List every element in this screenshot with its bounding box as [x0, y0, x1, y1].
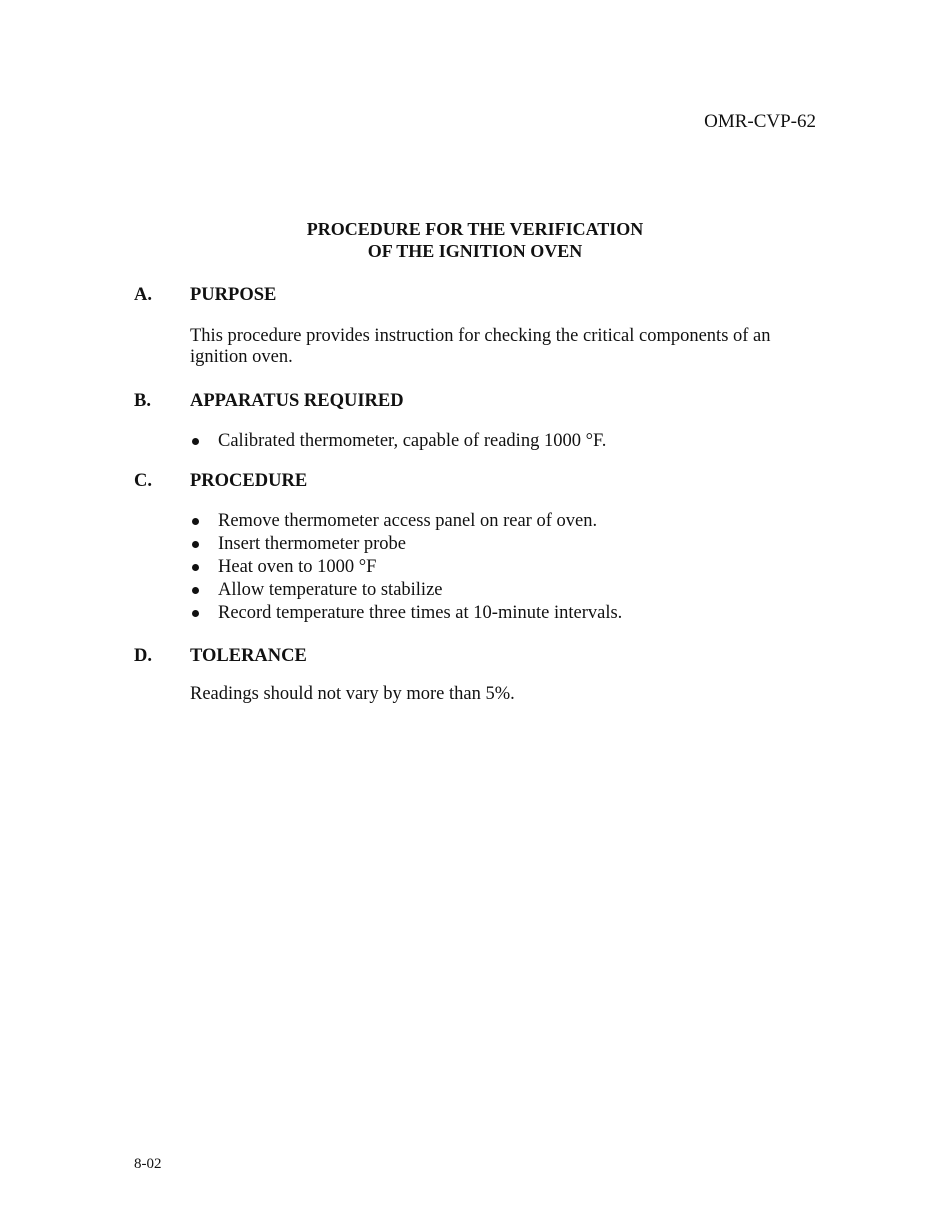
section-a-letter: A. [134, 285, 152, 305]
list-item [190, 579, 622, 602]
procedure-step-text: Remove thermometer access panel on rear of oven. [218, 511, 598, 531]
section-d-title: TOLERANCE [190, 646, 307, 666]
purpose-paragraph [190, 326, 830, 368]
list-item [190, 556, 622, 579]
apparatus-list [190, 430, 606, 453]
apparatus-item-text: Calibrated thermometer, capable of reading 1000 °F. [218, 431, 607, 451]
procedure-step-text: Insert thermometer probe [218, 534, 407, 554]
purpose-line-1: This procedure provides instruction for checking the critical components of an [190, 326, 771, 346]
procedure-list [190, 510, 622, 625]
section-a-title: PURPOSE [190, 285, 277, 305]
list-item [190, 533, 622, 556]
list-item [190, 602, 622, 625]
bullet-icon [192, 587, 199, 594]
bullet-icon [192, 610, 199, 617]
document-title [0, 218, 950, 262]
tolerance-paragraph: Readings should not vary by more than 5%. [190, 684, 515, 704]
section-a-heading [134, 284, 276, 306]
list-item [190, 430, 606, 453]
document-id: OMR-CVP-62 [704, 111, 816, 132]
section-b-heading [134, 390, 404, 412]
procedure-step-text: Record temperature three times at 10-minute intervals. [218, 603, 623, 623]
section-d-heading [134, 645, 307, 667]
section-b-title: APPARATUS REQUIRED [190, 391, 404, 411]
title-line-1: PROCEDURE FOR THE VERIFICATION [306, 219, 644, 239]
procedure-step-text: Heat oven to 1000 °F [218, 557, 377, 577]
list-item [190, 510, 622, 533]
title-line-2: OF THE IGNITION OVEN [367, 241, 583, 261]
purpose-line-2: ignition oven. [190, 347, 293, 367]
bullet-icon [192, 541, 199, 548]
section-c-letter: C. [134, 471, 152, 491]
bullet-icon [192, 518, 199, 525]
section-d-letter: D. [134, 646, 152, 666]
section-c-title: PROCEDURE [190, 471, 308, 491]
procedure-step-text: Allow temperature to stabilize [218, 580, 443, 600]
bullet-icon [192, 438, 199, 445]
section-c-heading [134, 470, 307, 492]
page-footer-code: 8-02 [134, 1156, 162, 1172]
bullet-icon [192, 564, 199, 571]
section-b-letter: B. [134, 391, 151, 411]
